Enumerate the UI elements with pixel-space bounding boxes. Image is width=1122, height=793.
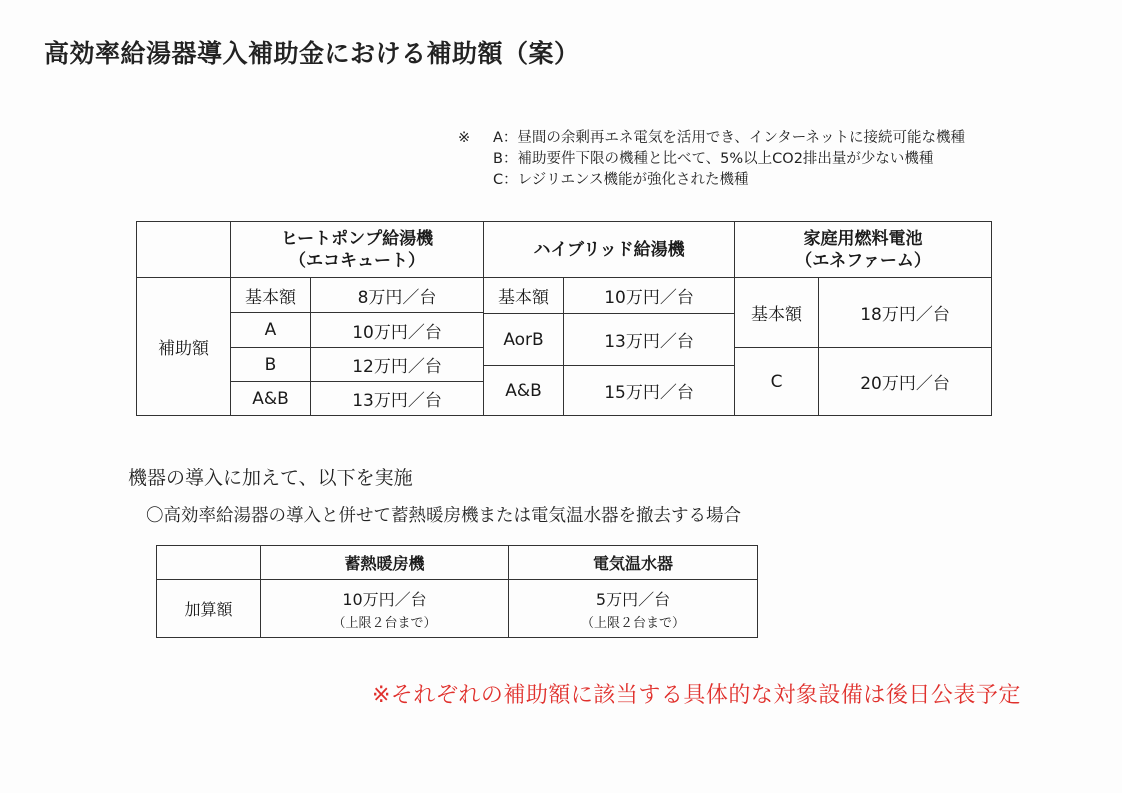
row-header-subsidy: 補助額 <box>137 278 231 416</box>
column-title: ヒートポンプ給湯機 <box>280 228 434 249</box>
row-header-addition: 加算額 <box>157 580 261 638</box>
note-b <box>458 149 965 170</box>
addition-cell-heat-storage <box>261 580 509 638</box>
hybrid-type: AorB <box>484 314 564 366</box>
fuelcell-type: C <box>735 348 819 416</box>
heatpump-amount: 10万円／台 <box>311 313 484 348</box>
corner-cell <box>157 546 261 580</box>
corner-cell <box>137 222 231 278</box>
heatpump-type: B <box>231 348 311 382</box>
note-c <box>458 170 965 191</box>
hybrid-amount: 10万円／台 <box>564 278 735 314</box>
fuelcell-amount: 18万円／台 <box>819 278 992 348</box>
note-mark <box>458 170 493 191</box>
column-header-hybrid <box>484 222 735 278</box>
column-header-electric-water-heater: 電気温水器 <box>509 546 758 580</box>
section-subheading: 〇高効率給湯器の導入と併せて蓄熱暖房機または電気温水器を撤去する場合 <box>146 506 741 526</box>
addition-cell-water-heater <box>509 580 758 638</box>
column-header-fuelcell <box>735 222 992 278</box>
hybrid-amount: 15万円／台 <box>564 366 735 416</box>
hybrid-amount: 13万円／台 <box>564 314 735 366</box>
addition-amount: 10万円／台 <box>342 589 427 609</box>
column-title: ハイブリッド給湯機 <box>533 239 685 260</box>
addition-limit: （上限２台まで） <box>580 615 685 631</box>
note-text: C：レジリエンス機能が強化された機種 <box>493 172 749 188</box>
hybrid-type: A&B <box>484 366 564 416</box>
addition-limit: （上限２台まで） <box>332 615 437 631</box>
footer-note: ※それぞれの補助額に該当する具体的な対象設備は後日公表予定 <box>372 683 1021 708</box>
note-a <box>458 128 965 149</box>
note-mark <box>458 149 493 170</box>
column-header-heat-storage-heater: 蓄熱暖房機 <box>261 546 509 580</box>
subsidy-table <box>136 221 992 416</box>
heatpump-type: 基本額 <box>231 278 311 313</box>
heatpump-amount: 8万円／台 <box>311 278 484 313</box>
page-title: 高効率給湯器導入補助金における補助額（案） <box>44 39 580 68</box>
heatpump-type: A <box>231 313 311 348</box>
note-text: A：昼間の余剰再エネ電気を活用でき、インターネットに接続可能な機種 <box>493 130 966 146</box>
fuelcell-type: 基本額 <box>735 278 819 348</box>
hybrid-type: 基本額 <box>484 278 564 314</box>
column-title: 家庭用燃料電池 <box>803 228 923 249</box>
addition-amount: 5万円／台 <box>595 589 671 609</box>
column-subtitle: （エコキュート） <box>289 250 425 271</box>
heatpump-amount: 13万円／台 <box>311 382 484 416</box>
note-text: B：補助要件下限の機種と比べて、5%以上CO2排出量が少ない機種 <box>493 151 934 167</box>
heatpump-amount: 12万円／台 <box>311 348 484 382</box>
addition-table <box>156 545 758 638</box>
notes <box>458 128 965 191</box>
fuelcell-amount: 20万円／台 <box>819 348 992 416</box>
column-header-heatpump <box>231 222 484 278</box>
column-subtitle: （エネファーム） <box>795 250 931 271</box>
note-mark: ※ <box>458 130 471 146</box>
section-heading: 機器の導入に加えて、以下を実施 <box>128 467 413 489</box>
heatpump-type: A&B <box>231 382 311 416</box>
